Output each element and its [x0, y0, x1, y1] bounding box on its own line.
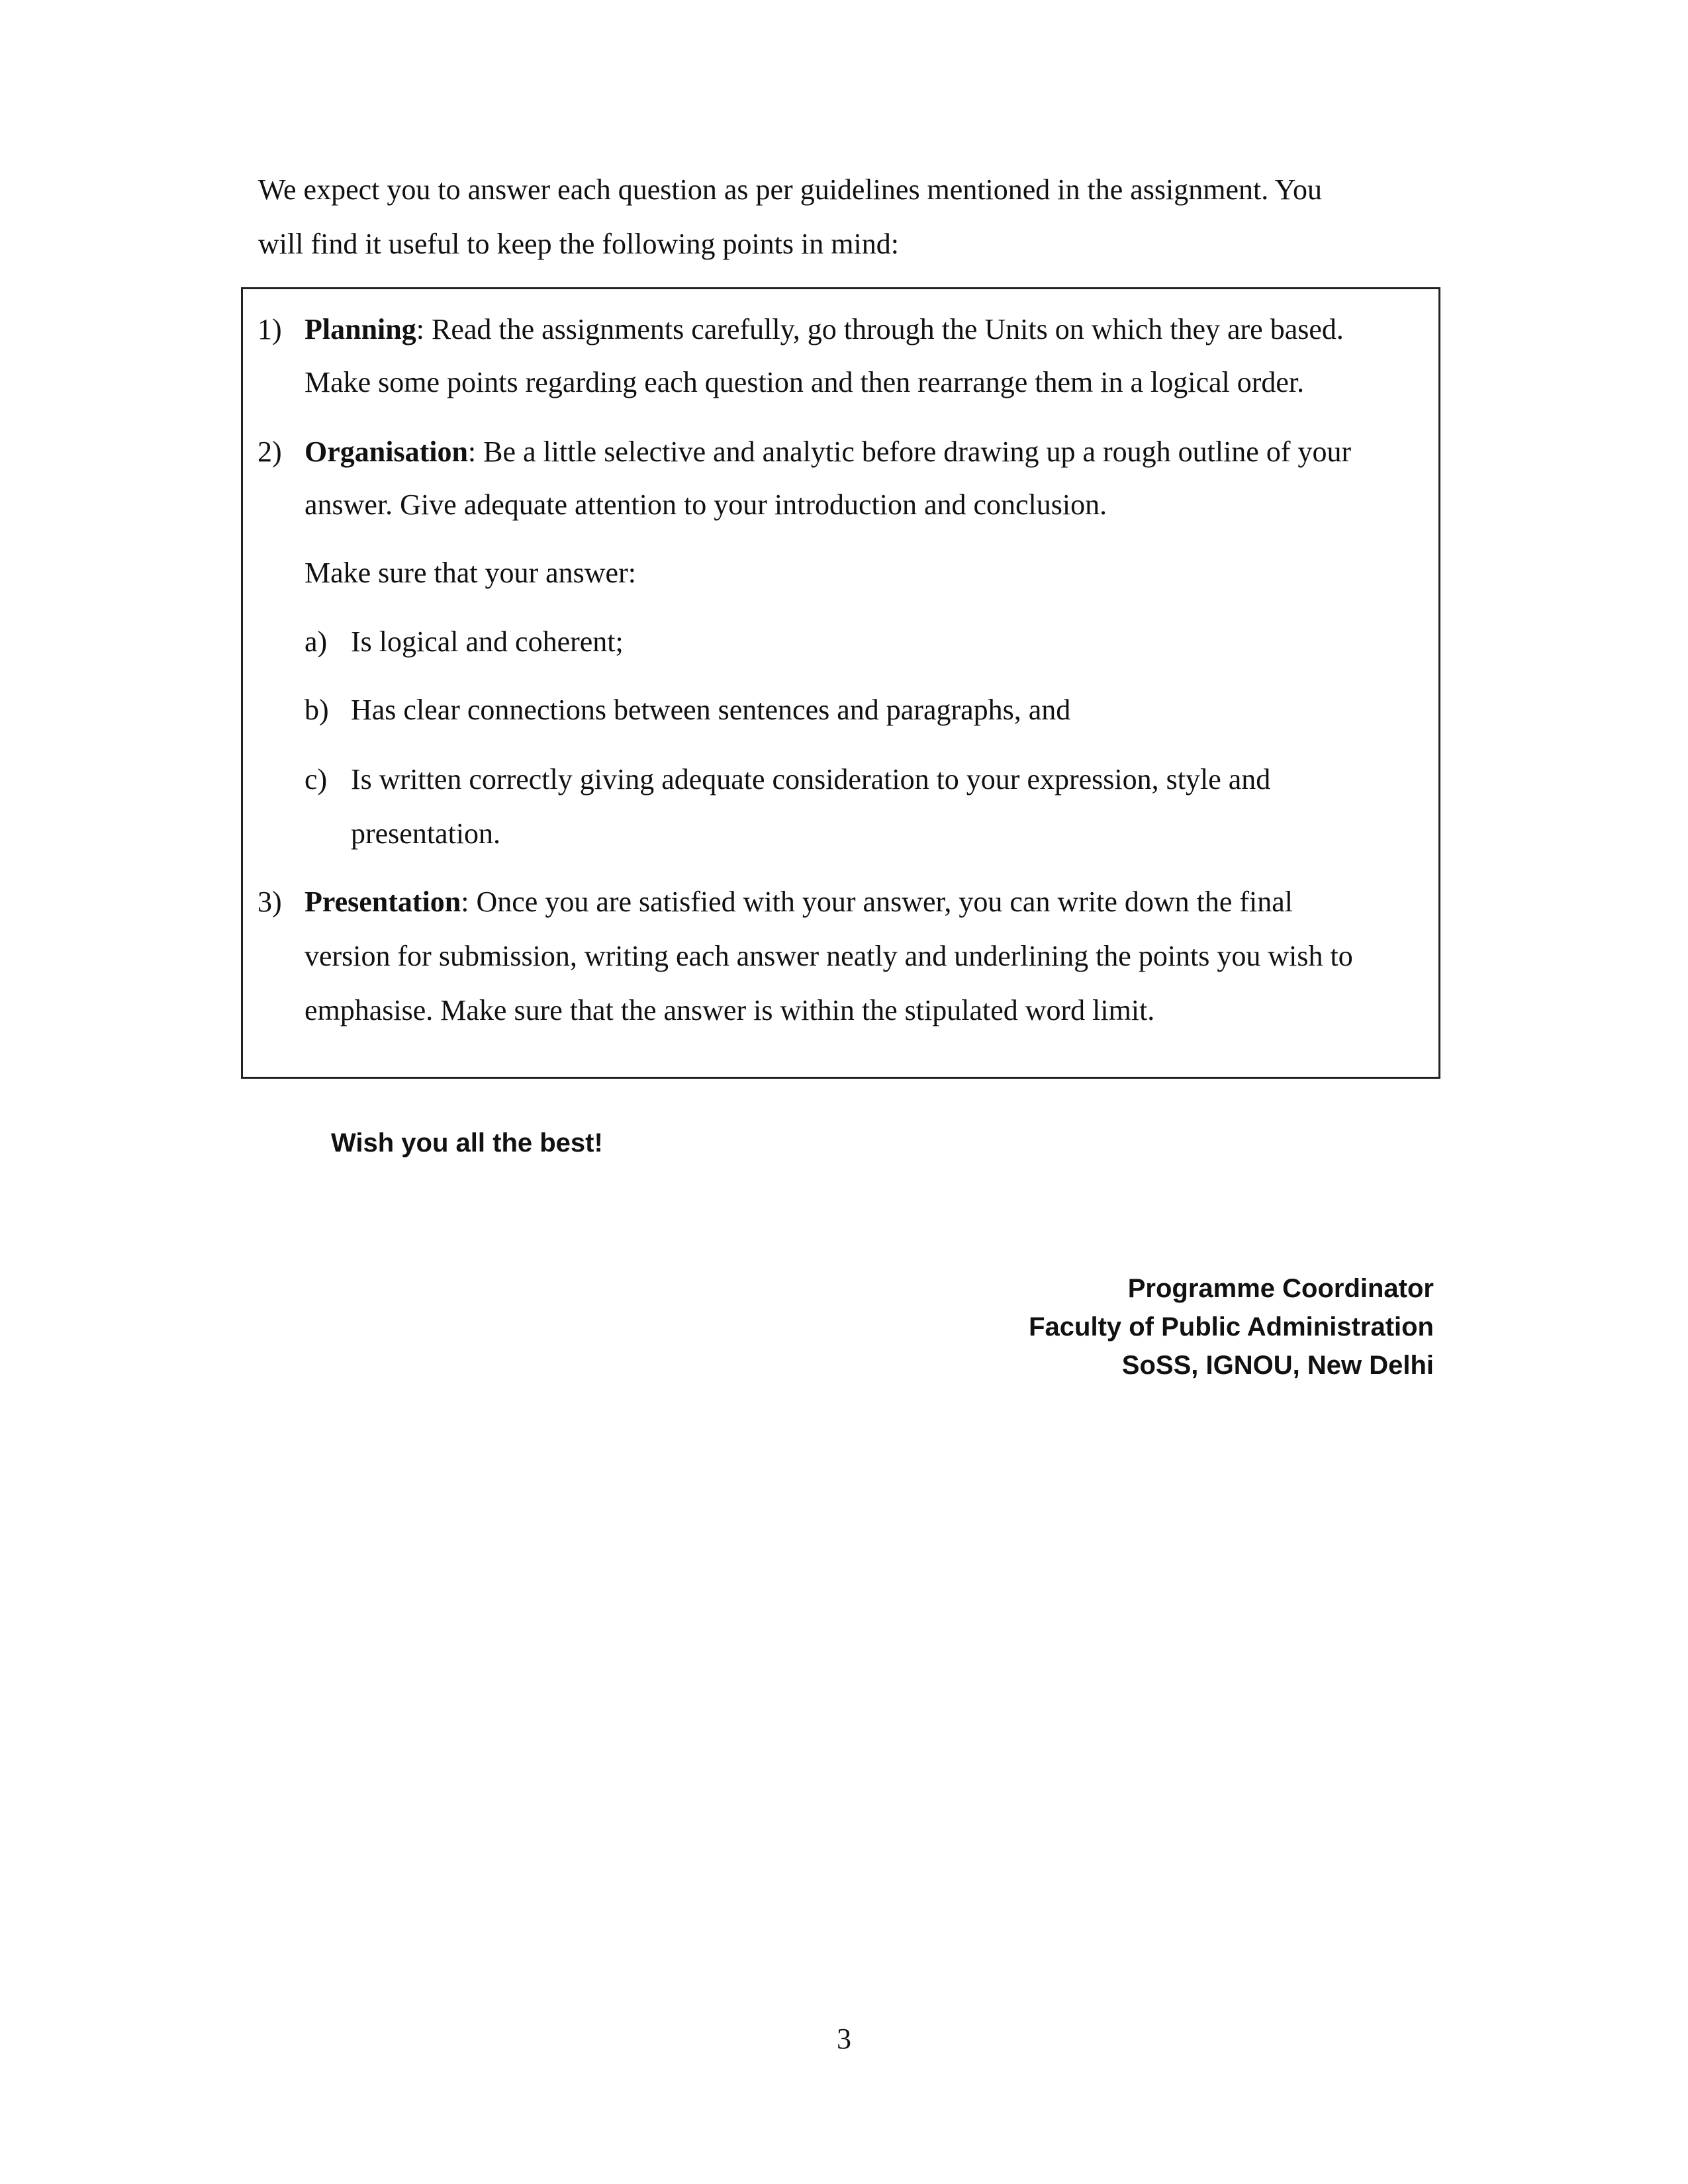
planning-text: : Read the assignments carefully, go through the Units on which they are based.	[416, 313, 1344, 345]
organisation-text: : Be a little selective and analytic before drawing up a rough outline of your	[467, 435, 1352, 468]
sub-item-letter-a: a)	[305, 625, 328, 658]
sub-item-a: Is logical and coherent;	[351, 625, 624, 658]
make-sure-text: Make sure that your answer:	[305, 557, 636, 589]
signature-title: Programme Coordinator	[1127, 1274, 1434, 1303]
presentation-text: : Once you are satisfied with your answer, you can write down the final	[461, 886, 1293, 918]
planning-line-1	[305, 302, 1344, 357]
organisation-line-2: answer. Give adequate attention to your introduction and conclusion.	[305, 488, 1107, 521]
term-presentation: Presentation	[305, 886, 461, 918]
item-number-2: 2)	[258, 435, 282, 468]
guidelines-box	[241, 287, 1440, 1079]
signature-faculty: Faculty of Public Administration	[1029, 1312, 1434, 1342]
signature-institution: SoSS, IGNOU, New Delhi	[1121, 1351, 1434, 1380]
term-planning: Planning	[305, 313, 416, 345]
item-number-3: 3)	[258, 886, 282, 918]
organisation-line-1	[305, 425, 1351, 479]
item-number-1: 1)	[258, 313, 282, 345]
presentation-line-1	[305, 875, 1293, 929]
planning-line-2: Make some points regarding each question and then rearrange them in a logical order.	[305, 366, 1305, 398]
presentation-line-2: version for submission, writing each answer neatly and underlining the points you wish to	[305, 940, 1353, 972]
closing-wish: Wish you all the best!	[331, 1128, 603, 1158]
sub-item-letter-c: c)	[305, 763, 328, 796]
sub-item-c-line-1: Is written correctly giving adequate consideration to your expression, style and	[351, 763, 1271, 796]
page-number: 3	[837, 2023, 851, 2055]
intro-line-2: will find it useful to keep the following points in mind:	[258, 228, 899, 260]
sub-item-b: Has clear connections between sentences and paragraphs, and	[351, 694, 1071, 726]
term-organisation: Organisation	[305, 435, 468, 468]
sub-item-letter-b: b)	[305, 694, 329, 726]
intro-paragraph	[258, 163, 1436, 271]
intro-line-1: We expect you to answer each question as per guidelines mentioned in the assignment. You	[258, 173, 1322, 206]
signature-block	[1029, 1269, 1434, 1385]
presentation-line-3: emphasise. Make sure that the answer is within the stipulated word limit.	[305, 994, 1155, 1026]
sub-item-c-line-2: presentation.	[351, 817, 501, 850]
